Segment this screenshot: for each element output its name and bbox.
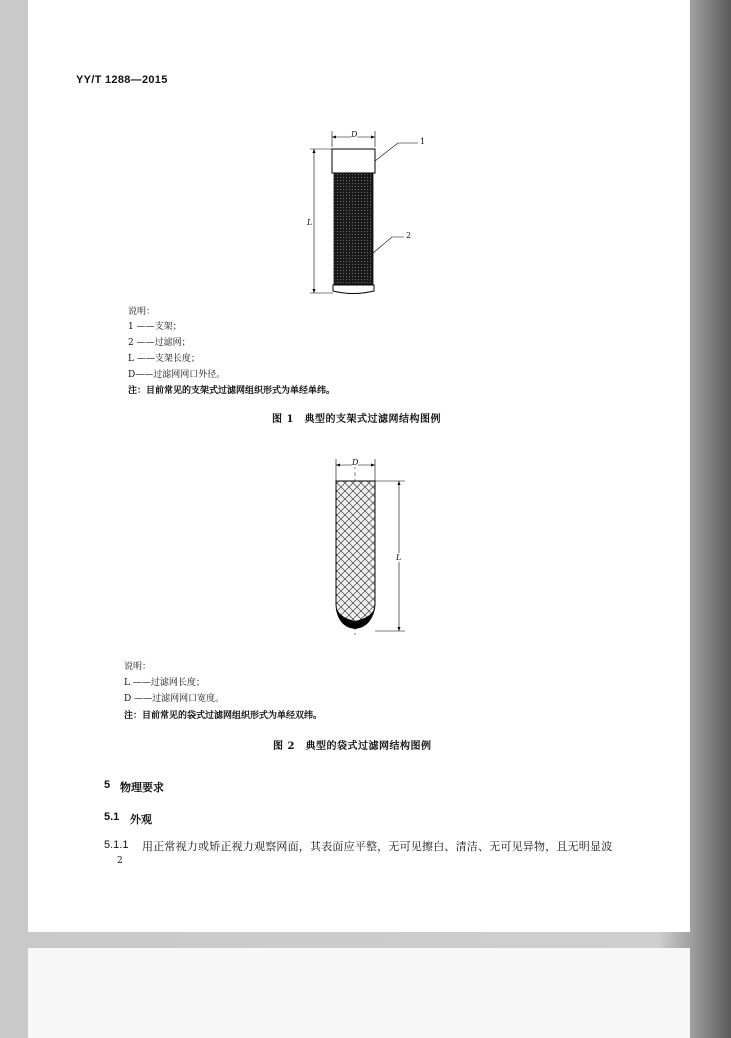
figure-2-legend-title: 说明： xyxy=(124,662,152,672)
figure-1-legend-title: 说明： xyxy=(128,307,156,317)
figure-1-legend-item: 1 ——支架； xyxy=(128,322,182,332)
page-number: 2 xyxy=(117,856,123,866)
figure-2-dim-L: L xyxy=(396,553,402,562)
figure-1-dim-D: D xyxy=(351,130,358,139)
figure-2-dim-D: D xyxy=(352,458,359,467)
figure-2-note: 注：目前常见的袋式过滤网组织形式为单经双纬。 xyxy=(124,711,323,721)
section-5-title: 物理要求 xyxy=(120,782,164,794)
section-5-1-number: 5.1 xyxy=(104,811,120,823)
section-5-1-title: 外观 xyxy=(130,814,152,826)
figure-1-note: 注：目前常见的支架式过滤网组织形式为单经单纬。 xyxy=(128,386,336,396)
figure-1-legend-item: L ——支架长度； xyxy=(128,354,200,364)
figure-1-dim-L: L xyxy=(307,218,313,227)
figure-2-legend-item: D ——过滤网网口宽度。 xyxy=(124,694,225,704)
section-5-number: 5 xyxy=(104,779,111,791)
figure-2-bag-filter-diagram xyxy=(325,455,415,650)
figure-1-legend-item: D——过滤网网口外径。 xyxy=(128,370,226,380)
standard-header: YY/T 1288—2015 xyxy=(76,74,168,86)
figure-2-legend-item: L ——过滤网长度； xyxy=(124,678,205,688)
figure-1-callout-1: 1 xyxy=(420,137,426,146)
next-page xyxy=(28,948,690,1038)
figure-1-stent-filter-diagram xyxy=(300,125,440,300)
figure-1-caption: 图 1 典型的支架式过滤网结构图例 xyxy=(272,414,441,425)
clause-5-1-1-number: 5.1.1 xyxy=(104,839,129,851)
clause-5-1-1-text: 用正常视力或矫正视力观察网面，其表面应平整，无可见擦白、清洁、无可见异物，且无明显波 xyxy=(142,840,613,853)
figure-1-callout-2: 2 xyxy=(406,231,412,240)
figure-2-caption: 图 2 典型的袋式过滤网结构图例 xyxy=(273,741,432,752)
figure-1-legend-item: 2 ——过滤网； xyxy=(128,338,191,348)
